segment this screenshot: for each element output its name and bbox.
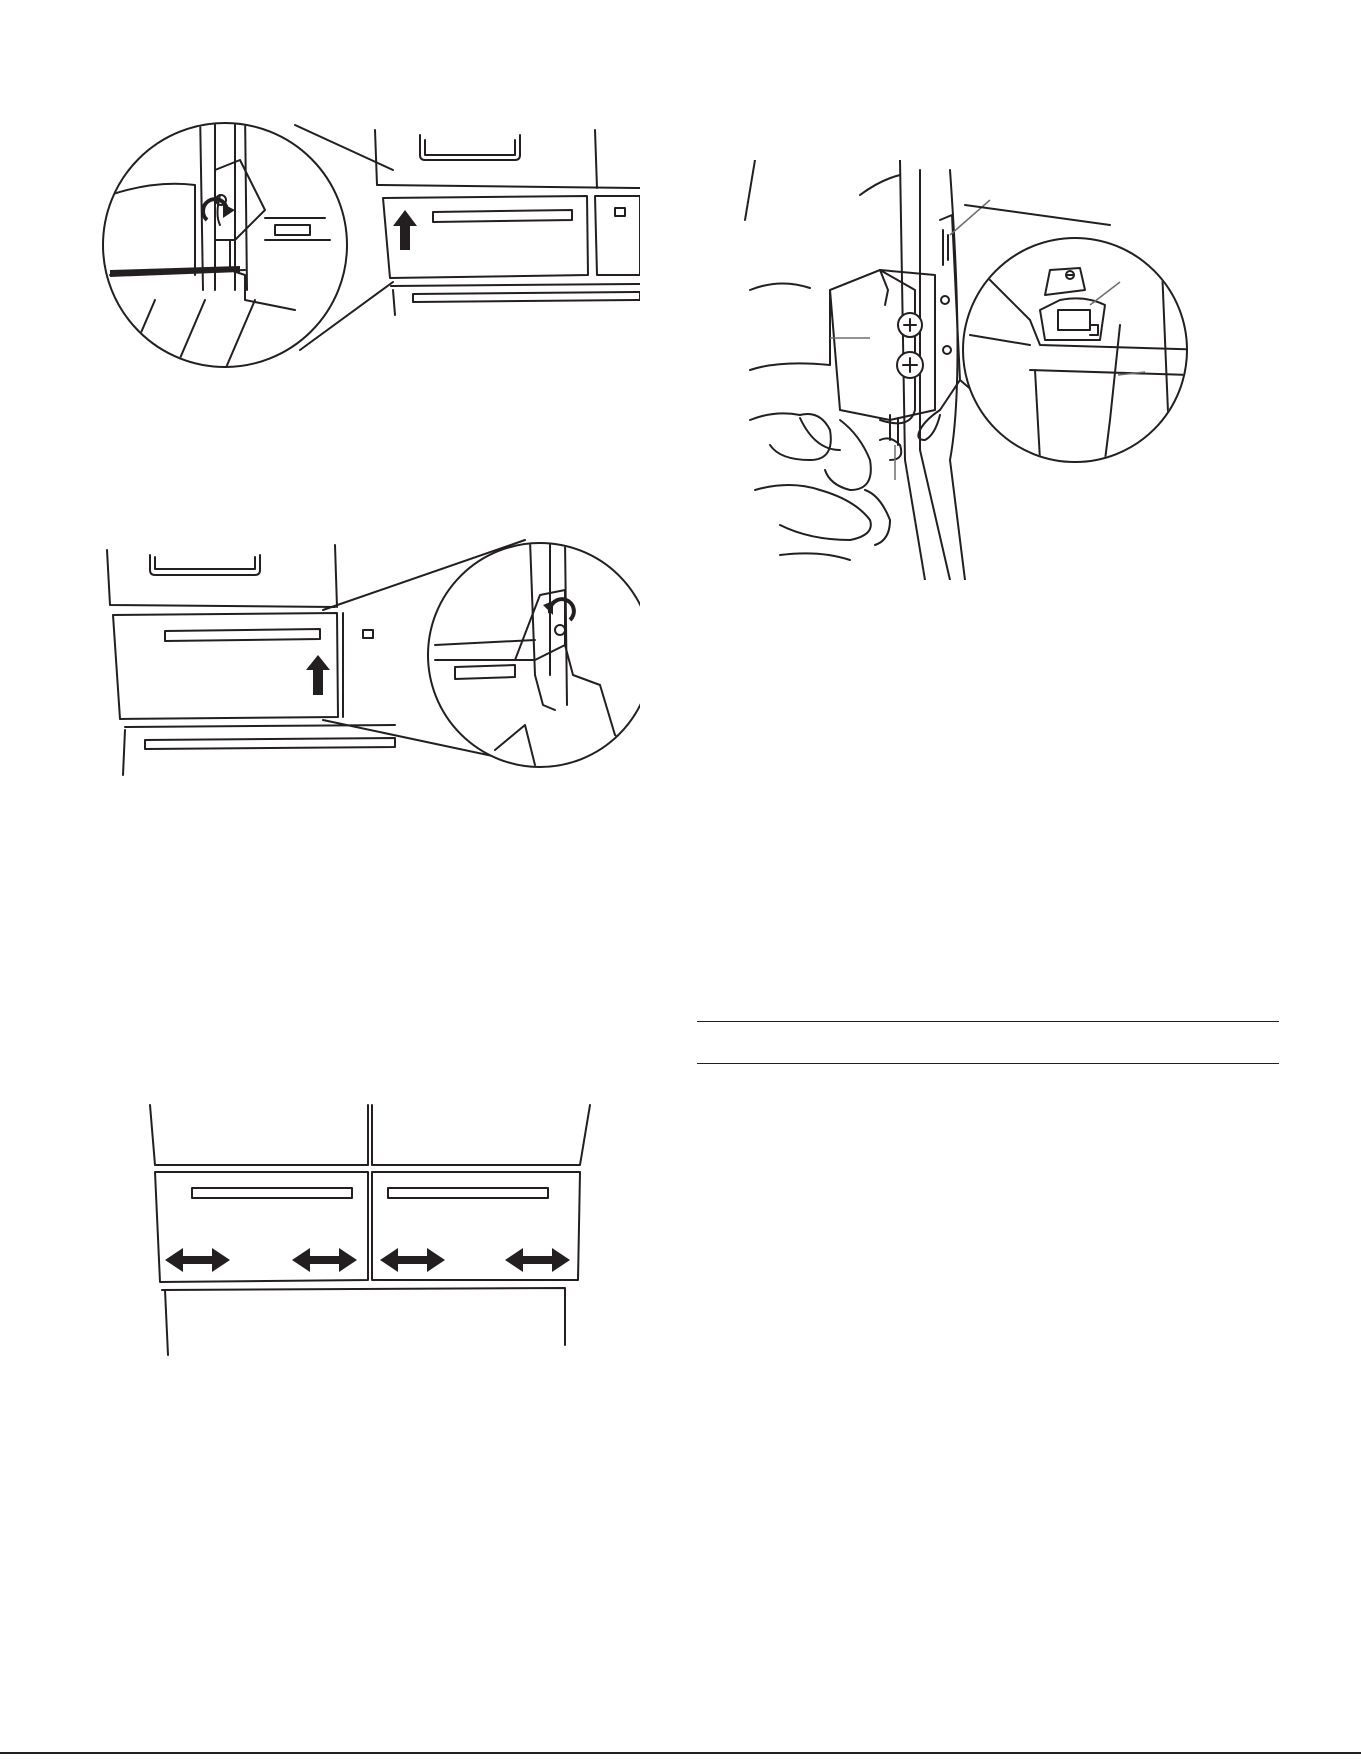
drawer-alignment-illustration <box>140 1100 600 1360</box>
up-arrow-icon <box>306 655 330 695</box>
figure-drawer-side-alignment <box>140 1100 600 1360</box>
section-divider-top <box>697 1021 1279 1022</box>
figure-raise-right-drawer <box>95 535 640 780</box>
magnifier-circle-icon <box>963 220 1205 462</box>
raise-left-drawer-illustration <box>95 100 640 390</box>
double-arrow-icon <box>292 1248 357 1272</box>
double-arrow-icon <box>165 1248 230 1272</box>
figure-raise-left-drawer <box>95 100 640 390</box>
double-arrow-icon <box>380 1248 445 1272</box>
footer-rule <box>0 1752 1361 1754</box>
figure-hinge-bracket-adjustment <box>740 160 1205 580</box>
raise-right-drawer-illustration <box>95 535 640 780</box>
hinge-bracket-illustration <box>740 160 1205 580</box>
up-arrow-icon <box>393 210 417 250</box>
double-arrow-icon <box>505 1248 570 1272</box>
magnifier-circle-icon <box>103 110 347 370</box>
section-divider-bottom <box>697 1063 1279 1064</box>
magnifier-circle-icon <box>428 540 640 767</box>
